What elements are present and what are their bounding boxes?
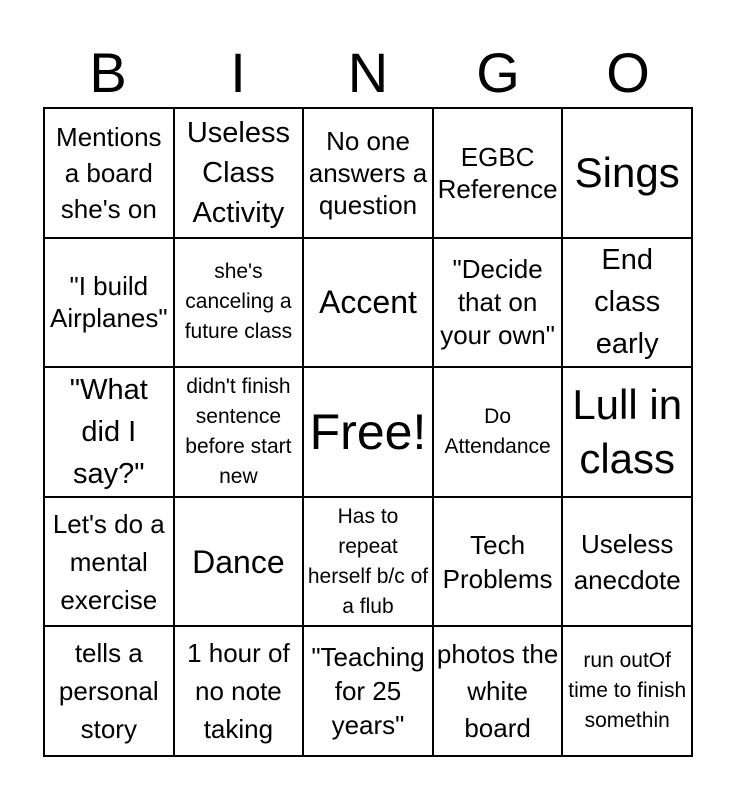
bingo-cell[interactable] — [434, 239, 564, 369]
cell-text: Dance — [192, 543, 285, 580]
cell-text: Sings — [574, 148, 680, 196]
cell-text: No one answers a question — [308, 125, 428, 220]
header-letter-i: I — [230, 41, 246, 104]
bingo-cell[interactable] — [45, 109, 175, 239]
cell-text: run outOf time to finish somethin — [568, 649, 687, 733]
bingo-cell[interactable] — [175, 498, 305, 628]
bingo-cell[interactable] — [304, 627, 434, 757]
bingo-cell[interactable] — [45, 239, 175, 369]
bingo-cell[interactable] — [434, 109, 564, 239]
cell-text: Has to repeat herself b/c of a flub — [307, 504, 429, 618]
bingo-cell[interactable] — [45, 498, 175, 628]
bingo-board — [43, 107, 693, 757]
bingo-cell[interactable] — [434, 498, 564, 628]
cell-text: EGBC Reference — [437, 141, 558, 204]
bingo-cell[interactable] — [175, 627, 305, 757]
bingo-cell[interactable] — [175, 109, 305, 239]
header-letter-n: N — [347, 41, 389, 104]
cell-text: "I build Airplanes" — [49, 271, 168, 334]
bingo-cell[interactable] — [563, 627, 693, 757]
bingo-cell[interactable] — [563, 368, 693, 498]
bingo-cell[interactable] — [304, 368, 434, 498]
header-letter-b: B — [89, 41, 127, 104]
cell-text: "Decide that on your own" — [440, 253, 555, 350]
bingo-cell[interactable] — [563, 239, 693, 369]
bingo-cell[interactable] — [175, 239, 305, 369]
bingo-cell[interactable] — [434, 627, 564, 757]
bingo-cell[interactable] — [45, 368, 175, 498]
bingo-cell[interactable] — [175, 368, 305, 498]
header-letter-o: O — [606, 41, 650, 104]
cell-text: "Teaching for 25 years" — [311, 642, 425, 741]
bingo-cell[interactable] — [563, 498, 693, 628]
cell-text: "What did I say?" — [69, 373, 148, 490]
cell-text: Useless Class Activity — [186, 116, 290, 229]
bingo-cell[interactable] — [304, 109, 434, 239]
cell-text: End class early — [594, 244, 661, 361]
bingo-cell[interactable] — [45, 627, 175, 757]
cell-text: Do Attendance — [444, 404, 551, 458]
cell-text: Accent — [319, 284, 417, 321]
bingo-cell[interactable] — [304, 498, 434, 628]
cell-text: Tech Problems — [442, 529, 553, 594]
bingo-cell[interactable] — [304, 239, 434, 369]
cell-text: tells a personal story — [58, 638, 159, 745]
cell-text: photos the white board — [436, 638, 559, 743]
cell-text: didn't finish sentence before start new — [185, 374, 292, 488]
cell-text: she's canceling a future class — [184, 260, 293, 344]
header-letter-g: G — [476, 41, 520, 104]
cell-text: Let's do a mental exercise — [52, 508, 165, 615]
cell-text: Lull in class — [572, 380, 683, 482]
bingo-cell[interactable] — [563, 109, 693, 239]
cell-text: Free! — [309, 403, 427, 460]
cell-text: 1 hour of no note taking — [187, 638, 290, 745]
bingo-cell[interactable] — [434, 368, 564, 498]
cell-text: Mentions a board she's on — [56, 121, 162, 224]
cell-text: Useless anecdote — [573, 528, 681, 595]
bingo-header — [43, 40, 693, 106]
